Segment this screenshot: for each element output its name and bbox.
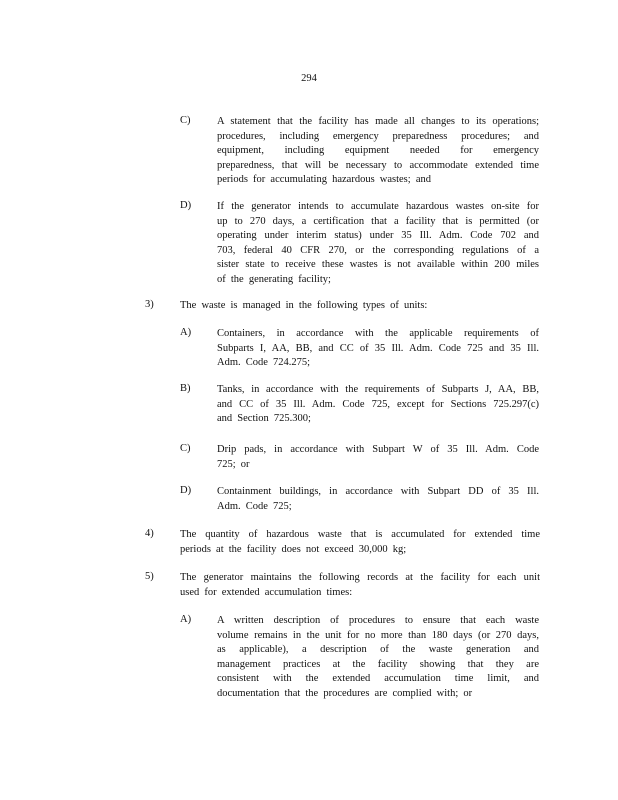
text-line: A statement that the facility has made all changes to its operations; [217, 116, 539, 127]
text-line: The waste is managed in the following types of units: [180, 300, 428, 311]
paragraph-text [217, 443, 539, 472]
text-line: Drip pads, in accordance with Subpart W of 35 Ill. Adm. Code [217, 444, 539, 455]
text-line: A written description of procedures to ensure that each waste [217, 615, 539, 626]
text-line: consistent with the extended accumulation time limit, and [217, 673, 539, 685]
paragraph-label: 4) [145, 528, 154, 539]
paragraph-label: 3) [145, 299, 154, 310]
paragraph-label: D) [180, 200, 192, 211]
text-line: Tanks, in accordance with the requirements of Subparts J, AA, BB, [217, 384, 539, 395]
text-line: sister state to receive these wastes is not available within 200 miles [217, 259, 539, 271]
paragraph-label: A) [180, 327, 192, 338]
text-line: management practices at the facility showing that they are [217, 658, 539, 670]
paragraph-text [180, 528, 540, 557]
text-line: Containers, in accordance with the applicable requirements of [217, 328, 539, 339]
paragraph-label: C) [180, 443, 191, 454]
paragraph-label: A) [180, 614, 192, 625]
text-line: up to 270 days, a certification that a facility that is permitted (or [217, 215, 539, 227]
paragraph-label: C) [180, 115, 191, 126]
text-line: procedures, including emergency preparedness procedures; and [217, 130, 539, 142]
text-line: If the generator intends to accumulate hazardous wastes on-site for [217, 201, 539, 212]
paragraph-label: D) [180, 485, 192, 496]
paragraph-text [217, 614, 539, 702]
text-line: volume remains in the unit for no more than 180 days (or 270 days, [217, 629, 539, 641]
text-line: The generator maintains the following records at the facility for each unit [180, 572, 540, 583]
text-line: Containment buildings, in accordance with Subpart DD of 35 Ill. [217, 486, 539, 497]
text-line: Adm. Code 724.275; [217, 357, 311, 369]
text-line: 703, federal 40 CFR 270, or the corresponding regulations of a [217, 244, 539, 256]
text-line: used for extended accumulation times: [180, 586, 353, 598]
page-number: 294 [301, 73, 317, 84]
paragraph-text [217, 115, 539, 188]
text-line: equipment, including equipment needed for emergency [217, 145, 539, 157]
text-line: Subparts I, AA, BB, and CC of 35 Ill. Adm. Code 725 and 35 Ill. [217, 342, 539, 354]
text-line: as applicable), a description of the waste generation and [217, 644, 539, 656]
paragraph-text [217, 327, 539, 371]
text-line: periods at the facility does not exceed 30,000 kg; [180, 543, 407, 555]
text-line: preparedness, that will be necessary to accommodate extended time [217, 159, 539, 171]
text-line: and Section 725.300; [217, 413, 311, 425]
paragraph-text [217, 485, 539, 514]
text-line: periods for accumulating hazardous wastes; and [217, 174, 431, 186]
paragraph-text [180, 299, 540, 314]
text-line: operating under interim status) under 35 Ill. Adm. Code 702 and [217, 230, 539, 242]
paragraph-text [217, 383, 539, 427]
paragraph-text [180, 571, 540, 600]
paragraph-label: 5) [145, 571, 154, 582]
paragraph-text [217, 200, 539, 288]
text-line: and CC of 35 Ill. Adm. Code 725, except for Sections 725.297(c) [217, 398, 539, 410]
text-line: of the generating facility; [217, 273, 331, 285]
text-line: The quantity of hazardous waste that is accumulated for extended time [180, 529, 540, 540]
paragraph-label: B) [180, 383, 191, 394]
text-line: Adm. Code 725; [217, 500, 292, 512]
text-line: documentation that the procedures are complied with; or [217, 687, 473, 699]
text-line: 725; or [217, 458, 250, 470]
